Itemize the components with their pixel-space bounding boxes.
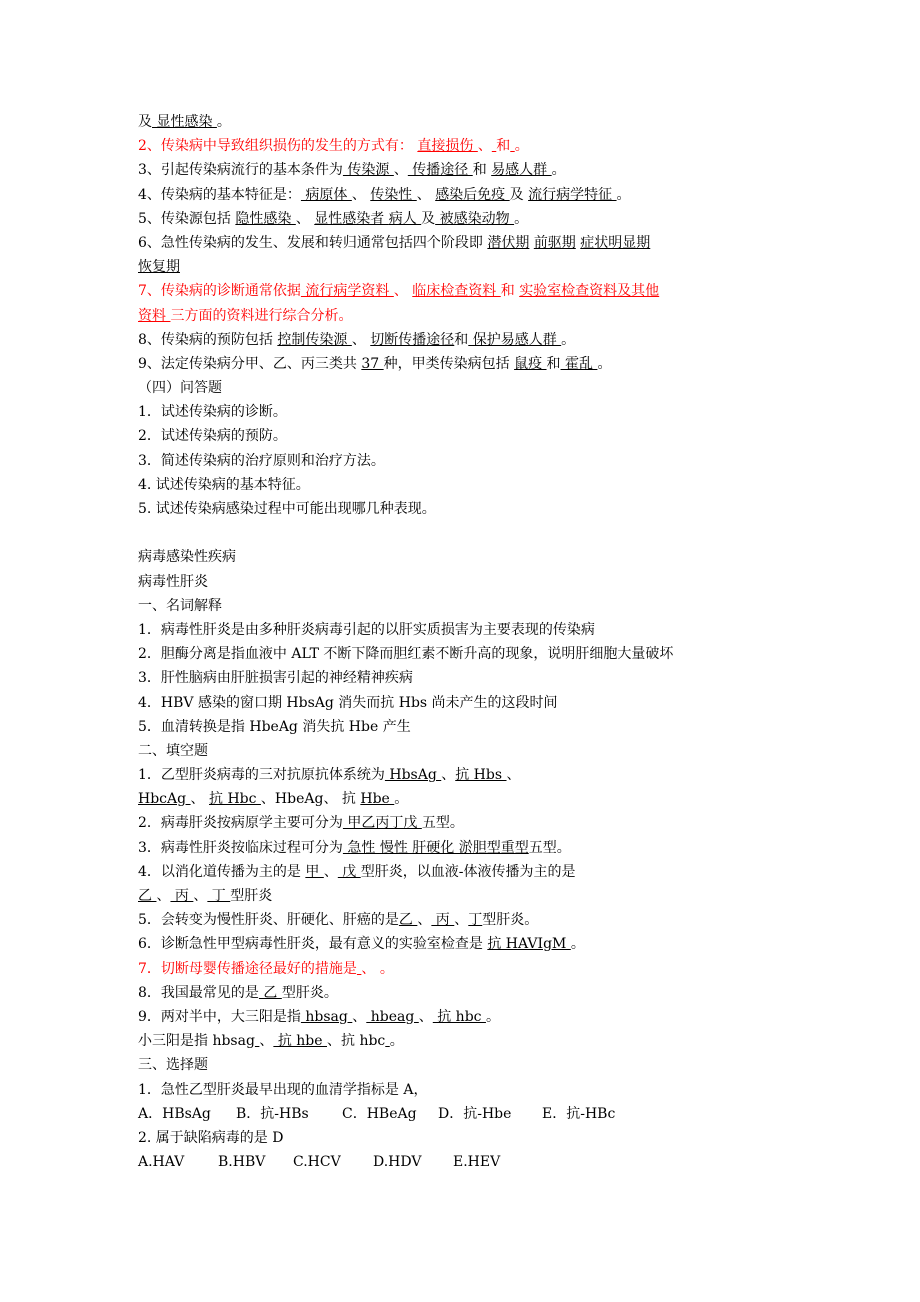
text-segment: 。 (394, 791, 409, 808)
text-segment: 、 (351, 331, 371, 348)
text-segment: 。 (570, 936, 585, 953)
fill-line (138, 134, 798, 158)
text-segment: 9、法定传染病分甲、乙、丙三类共 (138, 355, 362, 372)
answer-blank: 传染源 (342, 162, 394, 179)
answer-blank: 甲 (305, 863, 324, 880)
answer-blank: 控制传染源 (277, 331, 352, 348)
option-c: C．HBeAg (342, 1105, 417, 1122)
text-segment: 和 (454, 331, 469, 348)
mc-question-1: 1．急性乙型肝炎最早出现的血清学指标是 A， (138, 1081, 428, 1098)
term-item: 4．HBV 感染的窗口期 HbsAg 消失而抗 Hbs 尚未产生的这段时间 (138, 694, 558, 711)
fill-line (138, 981, 798, 1005)
text-segment: 4．以消化道传播为主的是 (138, 863, 306, 880)
text-segment: 型肝炎，以血液-体液传播为主的是 (360, 863, 576, 880)
answer-blank: 抗 Hbc (209, 791, 261, 808)
text-segment: 6．诊断急性甲型病毒性肝炎，最有意义的实验室检查是 (138, 936, 488, 953)
text-segment: 7、传染病的诊断通常依据 (138, 283, 301, 300)
answer-blank: 丁 (207, 888, 231, 904)
text-segment: 2．病毒肝炎按病原学主要可分为 (138, 815, 343, 832)
answer-blank: 显性感染者 (314, 210, 389, 227)
text-segment: 和 (500, 283, 520, 300)
answer-blank: 抗 HAVIgM (487, 936, 571, 953)
infectious-disease-fill-section (138, 110, 798, 376)
text-segment: 、 (416, 186, 436, 203)
answer-blank: 急性 慢性 肝硬化 淤胆型重型 (342, 839, 529, 856)
section-title: 病毒感染性疾病 (138, 549, 236, 566)
mc-heading: 三、选择题 (138, 1057, 208, 1074)
text-segment: 。 (514, 210, 529, 227)
term-item: 2．胆酶分离是指血液中 ALT 不断下降而胆红素不断升高的现象，说明肝细胞大量破坏 (138, 646, 674, 663)
text-segment: 、抗 hbc (327, 1033, 386, 1050)
answer-blank: 恢复期 (138, 259, 180, 276)
text-segment: 、 (417, 912, 432, 929)
text-segment: 。 (561, 331, 576, 348)
answer-blank: 直接损伤 (417, 138, 478, 155)
text-segment: 、 (361, 960, 380, 977)
mc-options-1 (138, 1102, 798, 1126)
text-segment: 、 (393, 283, 413, 300)
qa-item: 3．简述传染病的治疗原则和治疗方法。 (138, 452, 385, 469)
fill-line (138, 207, 798, 231)
answer-blank: 抗 hbe (273, 1033, 327, 1050)
fill-line (138, 183, 798, 207)
text-segment: 。 (514, 138, 529, 155)
answer-blank: 抗 Hbs (455, 767, 507, 784)
section-subtitle: 病毒性肝炎 (138, 573, 208, 590)
text-segment: 7．切断母婴传播途径最好的措施是 (138, 960, 357, 977)
text-segment: 2、传染病中导致组织损伤的发生的方式有： (138, 138, 418, 155)
fill-line (138, 279, 798, 303)
fill-line (138, 352, 798, 376)
text-segment: 和 (546, 355, 561, 372)
text-segment: 种，甲类传染病包括 (383, 355, 515, 372)
fill-line (138, 763, 798, 787)
text-segment: 三方面的资料进行综合分析。 (170, 307, 353, 324)
text-segment: 五型。 (421, 815, 464, 832)
answer-blank: HbcAg (138, 791, 191, 808)
answer-blank: 戊 (337, 863, 361, 880)
fill-line (138, 957, 798, 981)
text-segment: 、 (156, 888, 171, 904)
option-a: A.HAV (138, 1154, 185, 1171)
answer-blank: 传染性 (370, 186, 417, 203)
answer-blank: 资料 (138, 307, 171, 324)
option-d: D.HDV (373, 1154, 422, 1171)
answer-blank: 丙 (170, 888, 194, 904)
text-segment: 1．乙型肝炎病毒的三对抗原抗体系统为 (138, 767, 385, 784)
answer-blank: HbsAg (384, 767, 442, 784)
text-segment: 。 (389, 1033, 404, 1050)
answer-blank: 霍乱 (560, 355, 598, 372)
text-segment: 3．病毒性肝炎按临床过程可分为 (138, 839, 343, 856)
option-e: E．抗-HBc (542, 1105, 616, 1122)
answer-blank: 易感人群 (491, 162, 552, 179)
answer-blank: 流行病学特征 (528, 186, 617, 203)
fill-line (138, 231, 798, 255)
document-page (138, 110, 798, 1174)
fill-line (138, 908, 798, 932)
answer-blank: 甲乙丙丁戊 (342, 815, 422, 832)
qa-item: 1．试述传染病的诊断。 (138, 404, 287, 421)
qa-item: 2．试述传染病的预防。 (138, 428, 287, 445)
text-segment: 。 (616, 186, 631, 203)
fill-line (138, 1005, 798, 1029)
text-segment: 、 (393, 162, 408, 179)
qa-item: 4. 试述传染病的基本特征。 (138, 476, 310, 493)
answer-blank: 乙 (258, 984, 282, 1001)
text-segment: 、 (352, 1008, 367, 1025)
text-segment: 及 (138, 114, 152, 130)
text-segment: 型肝炎 (230, 888, 273, 904)
fill-line (138, 1029, 798, 1053)
text-segment: 和 (472, 162, 492, 179)
text-segment: 、HbeAg、 抗 (260, 791, 361, 808)
term-item: 1．病毒性肝炎是由多种肝炎病毒引起的以肝实质损害为主要表现的传染病 (138, 621, 595, 638)
text-segment: 及 (421, 210, 436, 227)
answer-blank: 保护易感人群 (468, 331, 562, 348)
answer-blank: 临床检查资料 (412, 283, 501, 300)
fill-line (138, 787, 798, 811)
text-segment: 5．会转变为慢性肝炎、肝硬化、肝癌的是 (138, 912, 399, 929)
text-segment: 、 (454, 912, 469, 929)
answer-blank: 传播途径 (407, 162, 473, 179)
answer-blank: 被感染动物 (435, 210, 515, 227)
qa-heading: （四）问答题 (138, 380, 222, 397)
text-segment: 及 (509, 186, 529, 203)
text-segment: 。 (551, 162, 566, 179)
section-spacer (138, 521, 798, 545)
text-segment: 。 (379, 960, 394, 977)
text-segment: 和 (496, 138, 511, 155)
option-d: D．抗-Hbe (438, 1105, 512, 1122)
text-segment: 8、传染病的预防包括 (138, 331, 278, 348)
answer-blank: 乙 (138, 888, 157, 904)
term-item: 5．血清转换是指 HbeAg 消失抗 Hbe 产生 (138, 718, 411, 735)
text-segment: 、 (441, 767, 456, 784)
fill-line (138, 884, 798, 908)
answer-blank: 潜伏期 (487, 234, 530, 251)
terms-heading: 一、名词解释 (138, 597, 222, 614)
answer-blank: 感染后免疫 (435, 186, 510, 203)
answer-blank: 前驱期 (533, 234, 576, 251)
mc-options-2 (138, 1150, 798, 1174)
text-segment: 、 (477, 138, 492, 155)
fill-line (138, 860, 798, 884)
text-segment: 。 (597, 355, 612, 372)
text-segment: 、 (295, 210, 315, 227)
answer-blank: 显性感染 (152, 114, 217, 130)
answer-blank: 隐性感染 (235, 210, 296, 227)
answer-blank: 丁 (468, 912, 483, 929)
answer-blank: 丙 (431, 912, 455, 929)
text-segment: 6、急性传染病的发生、发展和转归通常包括四个阶段即 (138, 234, 488, 251)
option-a: A．HBsAg (138, 1105, 211, 1122)
option-b: B.HBV (218, 1154, 266, 1171)
fill-heading: 二、填空题 (138, 742, 208, 759)
answer-blank: hbeag (366, 1008, 419, 1025)
answer-blank: hbsag (300, 1008, 353, 1025)
text-segment: 3、引起传染病流行的基本条件为 (138, 162, 343, 179)
fill-line (138, 110, 798, 134)
term-item: 3．肝性脑病由肝脏损害引起的神经精神疾病 (138, 670, 413, 687)
answer-blank: 病原体 (300, 186, 352, 203)
answer-blank: 鼠疫 (514, 355, 547, 372)
text-segment: 9．两对半中，大三阳是指 (138, 1008, 301, 1025)
text-segment: 、 (351, 186, 371, 203)
option-c: C.HCV (293, 1154, 341, 1171)
mc-question-2: 2. 属于缺陷病毒的是 D (138, 1129, 284, 1146)
text-segment: 、 (190, 791, 209, 808)
answer-blank: 抗 hbc (432, 1008, 486, 1025)
text-segment: 、 (323, 863, 338, 880)
text-segment: 8．我国最常见的是 (138, 984, 259, 1001)
answer-blank: 病人 (388, 210, 422, 227)
text-segment: 。 (216, 114, 231, 130)
text-segment: 小三阳是指 hbsag (138, 1033, 255, 1050)
fill-line (138, 255, 798, 279)
text-segment: 型肝炎。 (482, 912, 539, 929)
option-b: B．抗-HBs (236, 1105, 309, 1122)
text-segment: 5、传染源包括 (138, 210, 236, 227)
text-segment: 型肝炎。 (281, 984, 338, 1001)
hepatitis-fill-section (138, 763, 798, 1053)
option-e: E.HEV (453, 1154, 501, 1171)
fill-line (138, 328, 798, 352)
answer-blank: 37 (361, 355, 384, 372)
text-segment: 、 (259, 1033, 274, 1050)
qa-item: 5. 试述传染病感染过程中可能出现哪几种表现。 (138, 501, 436, 517)
fill-line (138, 811, 798, 835)
answer-blank: 切断传播途径 (370, 331, 455, 348)
answer-blank: 流行病学资料 (300, 283, 394, 300)
text-segment: 、 (193, 888, 208, 904)
answer-blank: 症状明显期 (580, 234, 651, 251)
answer-blank: 乙 (398, 912, 418, 929)
fill-line (138, 932, 798, 956)
text-segment: 。 (485, 1008, 500, 1025)
answer-blank: Hbe (360, 791, 395, 808)
fill-line (138, 304, 798, 328)
text-segment: 4、传染病的基本特征是： (138, 186, 301, 203)
answer-blank: 实验室检查资料及其他 (519, 283, 660, 300)
text-segment: 、 (506, 767, 521, 784)
text-segment: 五型。 (528, 839, 571, 856)
text-segment: 、 (418, 1008, 433, 1025)
fill-line (138, 158, 798, 182)
fill-line (138, 836, 798, 860)
